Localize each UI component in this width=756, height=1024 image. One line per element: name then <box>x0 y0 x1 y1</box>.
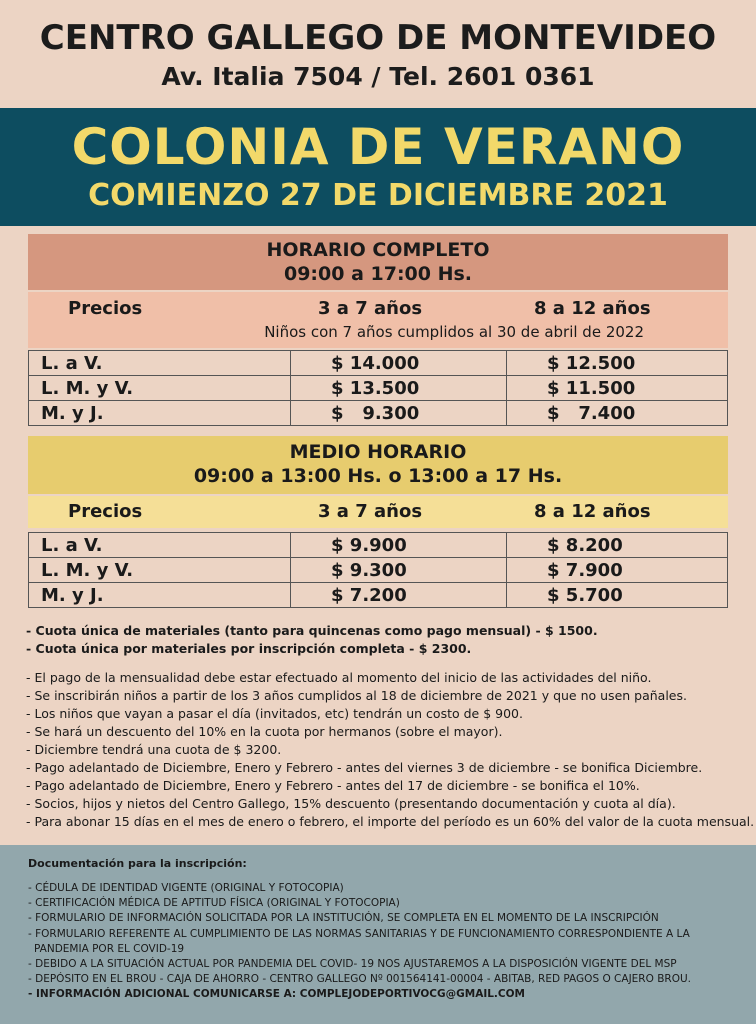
table-row <box>29 376 728 401</box>
note-line: - Para abonar 15 días en el mes de enero o febrero, el importe del período es un 60% del valor de la cuota mensual. <box>26 814 755 829</box>
age-col-b: 8 a 12 años <box>534 501 651 522</box>
table-row <box>29 558 728 583</box>
price-cell: $ 5.700 <box>507 583 728 608</box>
age-col-a: 3 a 7 años <box>318 501 423 522</box>
price-cell: $ 13.500 <box>291 376 507 401</box>
note-line: - Pago adelantado de Diciembre, Enero y Febrero - antes del viernes 3 de diciembre - se bonifica Diciembre. <box>26 760 703 775</box>
price-cell: $ 9.900 <box>291 533 507 558</box>
documents-list <box>28 881 740 1003</box>
days-cell: M. y J. <box>29 401 291 426</box>
half-time-price-header <box>28 496 728 528</box>
half-time-title: MEDIO HORARIO <box>289 441 467 463</box>
general-notes <box>26 669 755 831</box>
full-time-title: HORARIO COMPLETO <box>266 239 490 261</box>
age-col-b: 8 a 12 años <box>534 298 651 319</box>
days-cell: M. y J. <box>29 583 291 608</box>
price-cell: $ 11.500 <box>507 376 728 401</box>
document-item: - DEBIDO A LA SITUACIÓN ACTUAL POR PANDEMIA DEL COVID- 19 NOS AJUSTAREMOS A LA DISPOSICIÓN VIGENTE DEL MSP <box>28 958 677 971</box>
header <box>0 0 756 108</box>
full-time-header <box>28 234 728 290</box>
documents-panel <box>0 845 756 1024</box>
org-address: Av. Italia 7504 / Tel. 2601 0361 <box>161 62 595 91</box>
document-item: - FORMULARIO DE INFORMACIÓN SOLICITADA POR LA INSTITUCIÓN, SE COMPLETA EN EL MOMENTO DE LA INSCRIPCIÓN <box>28 912 659 925</box>
days-cell: L. M. y V. <box>29 558 291 583</box>
table-row <box>29 583 728 608</box>
banner-subtitle: COMIENZO 27 DE DICIEMBRE 2021 <box>88 178 668 213</box>
note-line: - Los niños que vayan a pasar el día (invitados, etc) tendrán un costo de $ 900. <box>26 706 523 721</box>
note-line: - Diciembre tendrá una cuota de $ 3200. <box>26 742 282 757</box>
days-cell: L. a V. <box>29 533 291 558</box>
org-title: CENTRO GALLEGO DE MONTEVIDEO <box>39 18 717 58</box>
table-row <box>29 533 728 558</box>
half-time-header <box>28 436 728 494</box>
price-cell: $ 9.300 <box>291 401 507 426</box>
document-item: - DEPÓSITO EN EL BROU - CAJA DE AHORRO - CENTRO GALLEGO Nº 001564141-00004 - ABITAB, RED PAGOS O CAJERO BROU. <box>28 973 691 986</box>
documents-title: Documentación para la inscripción: <box>28 857 247 870</box>
price-cell: $ 9.300 <box>291 558 507 583</box>
fee-line: - Cuota única de materiales (tanto para quincenas como pago mensual) - $ 1500. <box>26 623 598 638</box>
banner-title: COLONIA DE VERANO <box>71 118 685 176</box>
contact-email: - INFORMACIÓN ADICIONAL COMUNICARSE A: COMPLEJODEPORTIVOCG@GMAIL.COM <box>28 988 525 1001</box>
half-time-price-table <box>28 532 728 608</box>
fee-notes <box>26 622 738 658</box>
prices-label: Precios <box>68 298 143 319</box>
price-cell: $ 12.500 <box>507 351 728 376</box>
full-time-hours: 09:00 a 17:00 Hs. <box>283 263 473 285</box>
days-cell: L. M. y V. <box>29 376 291 401</box>
price-cell: $ 14.000 <box>291 351 507 376</box>
full-time-price-table <box>28 350 728 426</box>
age-note: Niños con 7 años cumplidos al 30 de abril de 2022 <box>264 323 644 341</box>
price-cell: $ 7.900 <box>507 558 728 583</box>
note-line: - El pago de la mensualidad debe estar efectuado al momento del inicio de las actividades del niño. <box>26 670 652 685</box>
document-item: - CÉDULA DE IDENTIDAD VIGENTE (ORIGINAL Y FOTOCOPIA) <box>28 882 344 894</box>
document-item: - CERTIFICACIÓN MÉDICA DE APTITUD FÍSICA (ORIGINAL Y FOTOCOPIA) <box>28 897 400 910</box>
days-cell: L. a V. <box>29 351 291 376</box>
note-line: - Socios, hijos y nietos del Centro Gallego, 15% descuento (presentando documentación y cuota al día). <box>26 796 676 811</box>
title-banner <box>0 108 756 226</box>
price-cell: $ 7.200 <box>291 583 507 608</box>
age-col-a: 3 a 7 años <box>318 298 423 319</box>
price-cell: $ 7.400 <box>507 401 728 426</box>
note-line: - Se hará un descuento del 10% en la cuota por hermanos (sobre el mayor). <box>26 724 503 739</box>
note-line: - Pago adelantado de Diciembre, Enero y Febrero - antes del 17 de diciembre - se bonifica el 10%. <box>26 778 640 793</box>
fee-line: - Cuota única por materiales por inscripción completa - $ 2300. <box>26 641 472 656</box>
table-row <box>29 351 728 376</box>
note-line: - Se inscribirán niños a partir de los 3 años cumplidos al 18 de diciembre de 2021 y que no usen pañales. <box>26 688 687 703</box>
full-time-price-header <box>28 292 728 348</box>
half-time-hours: 09:00 a 13:00 Hs. o 13:00 a 17 Hs. <box>193 465 563 487</box>
prices-label: Precios <box>68 501 143 522</box>
table-row <box>29 401 728 426</box>
price-cell: $ 8.200 <box>507 533 728 558</box>
document-item: - FORMULARIO REFERENTE AL CUMPLIMIENTO DE LAS NORMAS SANITARIAS Y DE FUNCIONAMIENTO CORRESPONDIENTE A LA PANDEMIA POR EL COVID-19 <box>28 927 690 955</box>
